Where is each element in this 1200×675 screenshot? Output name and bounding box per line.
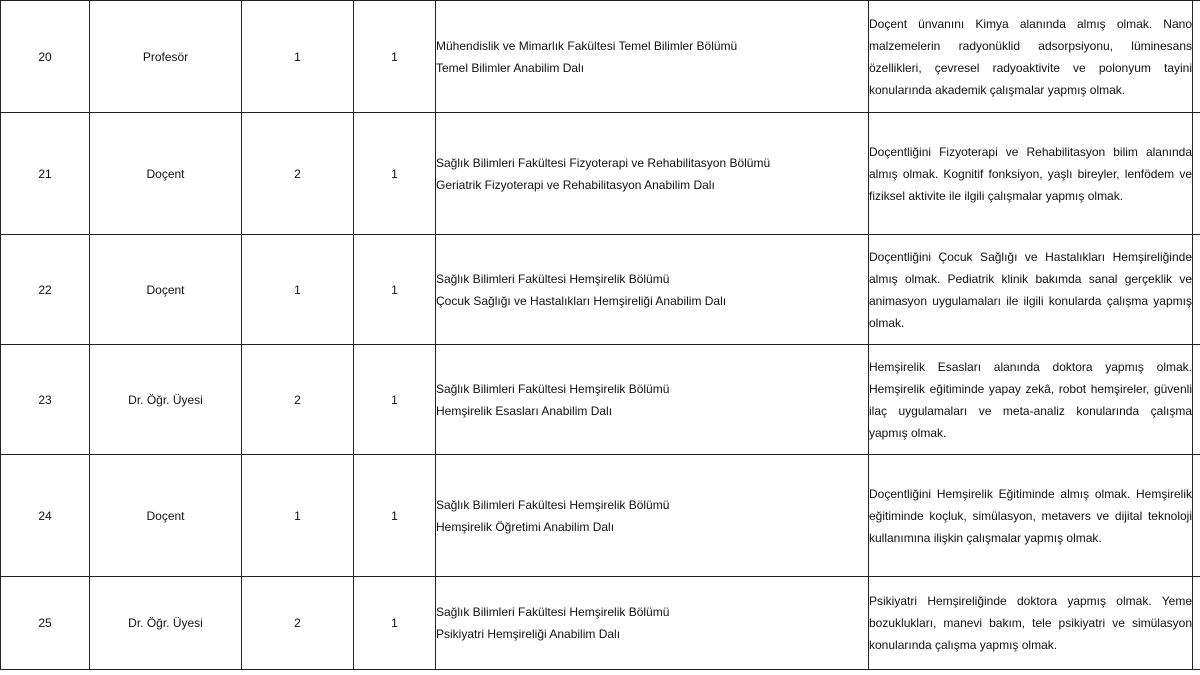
position-count: 2	[242, 345, 354, 455]
edge-cell	[1193, 455, 1200, 577]
department-cell	[436, 577, 869, 670]
table-row	[1, 577, 1200, 670]
row-number: 21	[1, 113, 90, 235]
position-degree: 1	[354, 113, 436, 235]
position-count: 1	[242, 235, 354, 345]
academic-title: Doçent	[90, 235, 242, 345]
department-cell	[436, 1, 869, 113]
discipline: Geriatrik Fizyoterapi ve Rehabilitasyon Anabilim Dalı	[436, 177, 715, 192]
position-count: 2	[242, 113, 354, 235]
position-count: 2	[242, 577, 354, 670]
academic-title: Doçent	[90, 455, 242, 577]
position-count: 1	[242, 1, 354, 113]
position-degree: 1	[354, 1, 436, 113]
row-number: 25	[1, 577, 90, 670]
position-count: 1	[242, 455, 354, 577]
academic-title: Doçent	[90, 113, 242, 235]
requirement-text: Doçentliğini Çocuk Sağlığı ve Hastalıkları Hemşireliğinde almış olmak. Pediatrik klinik bakımda sanal gerçeklik ve animasyon uygulamaları ile ilgili konularda çalışma yapmış olmak.	[869, 235, 1193, 345]
faculty-department: Sağlık Bilimleri Fakültesi Hemşirelik Bölümü	[436, 381, 670, 396]
faculty-department: Sağlık Bilimleri Fakültesi Hemşirelik Bölümü	[436, 497, 670, 512]
table-row	[1, 235, 1200, 345]
academic-title: Dr. Öğr. Üyesi	[90, 345, 242, 455]
academic-title: Profesör	[90, 1, 242, 113]
position-degree: 1	[354, 455, 436, 577]
table-row	[1, 1, 1200, 113]
requirement-text: Doçentliğini Hemşirelik Eğitiminde almış olmak. Hemşirelik eğitiminde koçluk, simülasyon, metavers ve dijital teknoloji kullanımına ilişkin çalışmalar yapmış olmak.	[869, 455, 1193, 577]
edge-cell	[1193, 113, 1200, 235]
table-body	[1, 1, 1200, 670]
department-cell	[436, 235, 869, 345]
row-number: 20	[1, 1, 90, 113]
faculty-department: Mühendislik ve Mimarlık Fakültesi Temel Bilimler Bölümü	[436, 38, 738, 53]
requirement-text: Doçentliğini Fizyoterapi ve Rehabilitasyon bilim alanında almış olmak. Kognitif fonksiyon, yaşlı bireyler, lenfödem ve fiziksel aktivite ile ilgili çalışmalar yapmış olmak.	[869, 113, 1193, 235]
discipline: Temel Bilimler Anabilim Dalı	[436, 60, 585, 75]
faculty-department: Sağlık Bilimleri Fakültesi Fizyoterapi ve Rehabilitasyon Bölümü	[436, 155, 771, 170]
requirement-text: Hemşirelik Esasları alanında doktora yapmış olmak. Hemşirelik eğitiminde yapay zekâ, robot hemşireler, güvenli ilaç uygulamaları ve meta-analiz konularında çalışma yapmış olmak.	[869, 345, 1193, 455]
department-cell	[436, 345, 869, 455]
edge-cell	[1193, 345, 1200, 455]
row-number: 24	[1, 455, 90, 577]
academic-title: Dr. Öğr. Üyesi	[90, 577, 242, 670]
department-cell	[436, 455, 869, 577]
department-cell	[436, 113, 869, 235]
table-row	[1, 455, 1200, 577]
position-degree: 1	[354, 345, 436, 455]
edge-cell	[1193, 1, 1200, 113]
table-row	[1, 345, 1200, 455]
faculty-department: Sağlık Bilimleri Fakültesi Hemşirelik Bölümü	[436, 271, 670, 286]
discipline: Psikiyatri Hemşireliği Anabilim Dalı	[436, 627, 621, 641]
discipline: Hemşirelik Esasları Anabilim Dalı	[436, 403, 613, 418]
table-row	[1, 113, 1200, 235]
discipline: Çocuk Sağlığı ve Hastalıkları Hemşireliği Anabilim Dalı	[436, 293, 727, 308]
position-degree: 1	[354, 235, 436, 345]
row-number: 22	[1, 235, 90, 345]
requirement-text: Doçent ünvanını Kimya alanında almış olmak. Nano malzemelerin radyonüklid adsorpsiyonu, lüminesans özellikleri, çevresel radyoaktivite ve polonyum tayini konularında akademik çalışmalar yapmış olmak.	[869, 1, 1193, 113]
discipline: Hemşirelik Öğretimi Anabilim Dalı	[436, 519, 615, 534]
requirement-text: Psikiyatri Hemşireliğinde doktora yapmış olmak. Yeme bozuklukları, manevi bakım, tele psikiyatri ve simülasyon konularında çalışma yapmış olmak.	[869, 577, 1193, 670]
row-number: 23	[1, 345, 90, 455]
faculty-department: Sağlık Bilimleri Fakültesi Hemşirelik Bölümü	[436, 605, 670, 619]
edge-cell	[1193, 577, 1200, 670]
position-degree: 1	[354, 577, 436, 670]
edge-cell	[1193, 235, 1200, 345]
